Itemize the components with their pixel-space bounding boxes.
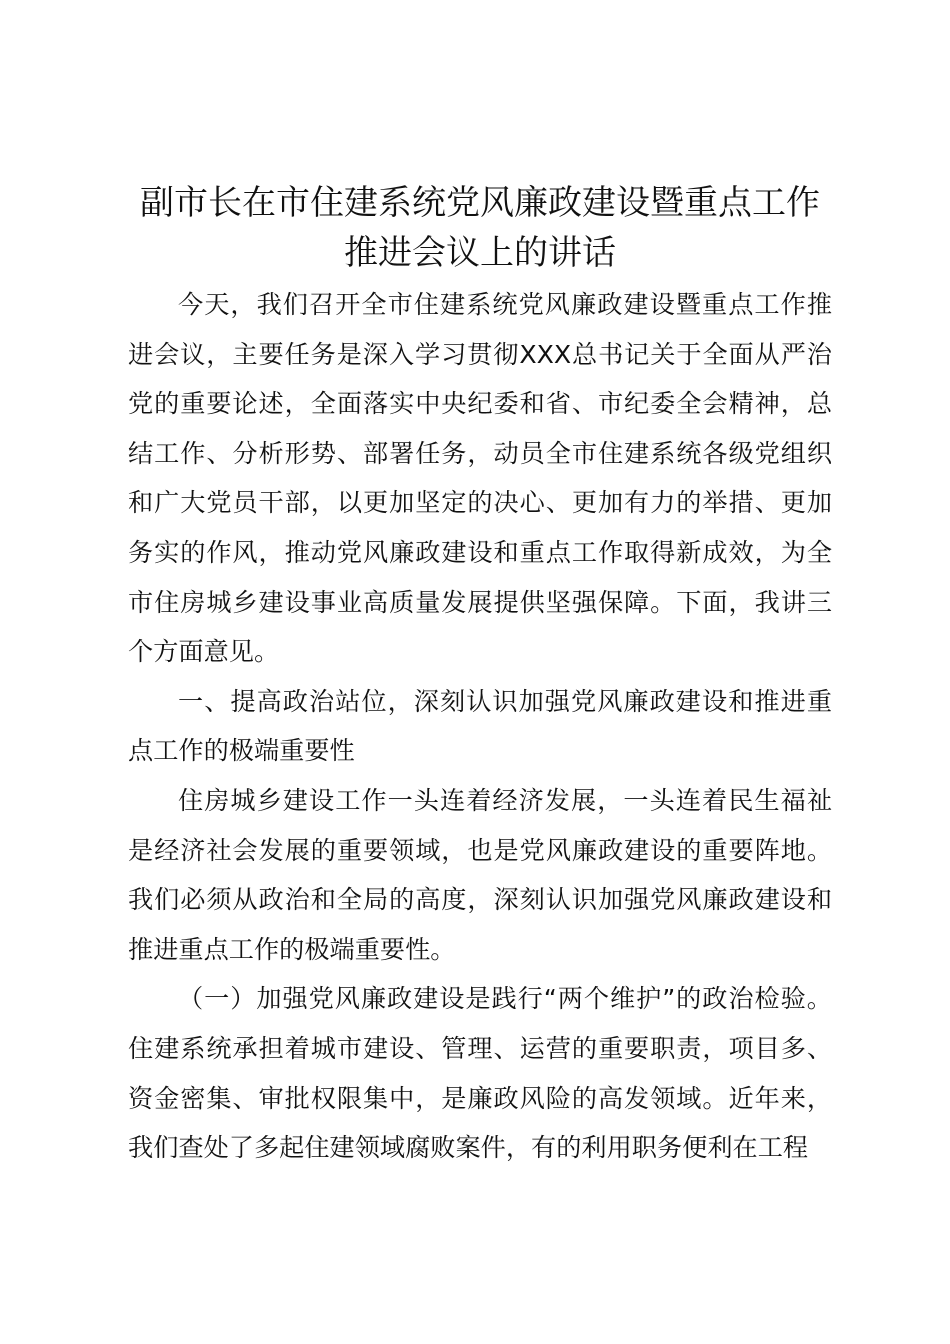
paragraph-subsection-1: （一）加强党风廉政建设是践行“两个维护”的政治检验。住建系统承担着城市建设、管理、运营的重要职责，项目多、资金密集、审批权限集中，是廉政风险的高发领域。近年来，我们查处了多起住建领域腐败案件，有的利用职务便利在工程 <box>128 984 832 1163</box>
paragraph-section-1: 住房城乡建设工作一头连着经济发展，一头连着民生福祉是经济社会发展的重要领域，也是党风廉政建设的重要阵地。我们必须从政治和全局的高度，深刻认识加强党风廉政建设和推进重点工作的极端重要性。 <box>128 785 832 964</box>
paragraph-intro: 今天，我们召开全市住建系统党风廉政建设暨重点工作推进会议，主要任务是深入学习贯彻XXX总书记关于全面从严治党的重要论述，全面落实中央纪委和省、市纪委全会精神，总结工作、分析形势、部署任务，动员全市住建系统各级党组织和广大党员干部，以更加坚定的决心、更加有力的举措、更加务实的作风，推动党风廉政建设和重点工作取得新成效，为全市住房城乡建设事业高质量发展提供坚强保障。下面，我讲三个方面意见。 <box>128 290 832 667</box>
document-page <box>128 0 832 1344</box>
title-line-1: 副市长在市住建系统党风廉政建设暨重点工作 <box>140 183 820 223</box>
document-title <box>118 178 842 278</box>
document-body <box>128 280 832 1173</box>
section-heading-1: 一、提高政治站位，深刻认识加强党风廉政建设和推进重点工作的极端重要性 <box>128 686 832 766</box>
title-line-2: 推进会议上的讲话 <box>344 233 616 273</box>
